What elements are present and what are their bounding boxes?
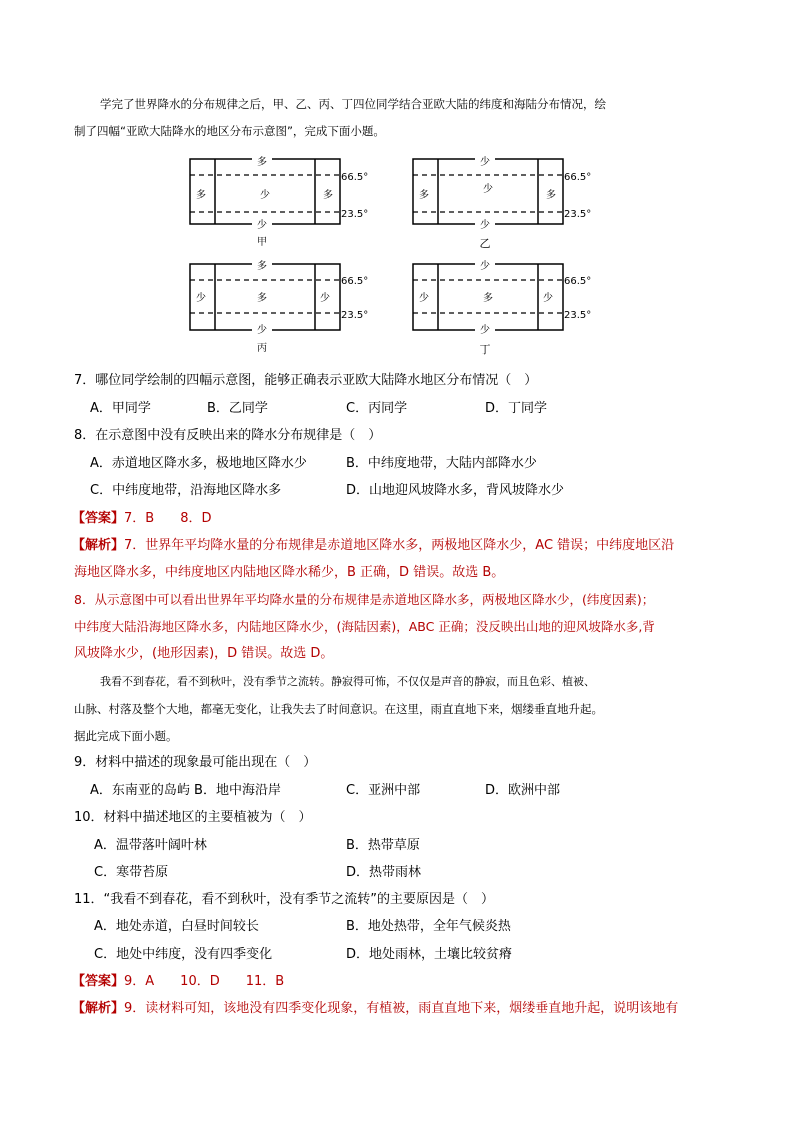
answer-block-1 xyxy=(72,510,212,528)
q7-option-a: A．甲同学 xyxy=(90,401,151,416)
answer-tag: 【答案】 xyxy=(72,511,125,526)
q10-stem: 10．材料中描述地区的主要植被为（ ） xyxy=(74,810,312,825)
lat-low-label: 23.5° xyxy=(564,209,592,220)
q11-option-a: A．地处赤道，白昼时间较长 xyxy=(94,919,259,934)
diagram-bing xyxy=(180,256,380,362)
diagram-yi xyxy=(403,155,603,259)
diagram-top-label: 少 xyxy=(480,261,490,272)
q8-option-a: A．赤道地区降水多，极地地区降水少 xyxy=(90,456,307,471)
lat-high-label: 66.5° xyxy=(564,172,592,183)
analysis-1-line-4: 中纬度大陆沿海地区降水多，内陆地区降水少，(海陆因素)，ABC 正确；没反映出山地的迎风坡降水多,背 xyxy=(74,619,655,634)
diagram-center-label: 少 xyxy=(483,184,493,195)
diagram-right-label: 少 xyxy=(543,293,553,304)
q8-option-c: C．中纬度地带，沿海地区降水多 xyxy=(90,483,282,498)
diagram-center-label: 多 xyxy=(483,293,493,304)
diagram-bottom-label: 少 xyxy=(480,325,490,336)
q7-stem: 7．哪位同学绘制的四幅示意图，能够正确表示亚欧大陆降水地区分布情况（ ） xyxy=(74,373,538,388)
analysis-text: 9．读材料可知，该地没有四季变化现象，有植被，雨直直地下来，烟缕垂直地升起，说明该地有 xyxy=(124,1001,679,1016)
diagram-bottom-label: 少 xyxy=(257,325,267,336)
diagram-top-label: 多 xyxy=(257,261,267,272)
q7-option-c: C．丙同学 xyxy=(346,401,408,416)
diagram-left-label: 多 xyxy=(419,190,429,201)
q9-option-d: D．欧洲中部 xyxy=(485,783,561,798)
diagram-caption: 丙 xyxy=(257,343,267,354)
diagram-top-label: 少 xyxy=(480,157,490,168)
q10-option-d: D．热带雨林 xyxy=(346,865,422,880)
q10-option-c: C．寒带苔原 xyxy=(94,865,169,880)
analysis-1-line-1 xyxy=(72,537,674,555)
diagram-right-label: 多 xyxy=(323,190,333,201)
diagram-left-label: 少 xyxy=(419,293,429,304)
answer-text: 7．B 8．D xyxy=(124,511,212,526)
lat-low-label: 23.5° xyxy=(564,310,592,321)
q8-option-b: B．中纬度地带，大陆内部降水少 xyxy=(346,456,537,471)
diagram-left-label: 多 xyxy=(196,190,206,201)
diagram-bottom-label: 少 xyxy=(257,220,267,231)
intro-line-2: 制了四幅“亚欧大陆降水的地区分布示意图”，完成下面小题。 xyxy=(74,124,385,138)
diagram-center-label: 少 xyxy=(260,190,270,201)
q10-option-a: A．温带落叶阔叶林 xyxy=(94,838,207,853)
analysis-1-line-5: 风坡降水少，(地形因素)，D 错误。故选 D。 xyxy=(74,646,334,661)
q7-option-d: D．丁同学 xyxy=(485,401,548,416)
q9-option-c: C．亚洲中部 xyxy=(346,783,421,798)
analysis-tag: 【解析】 xyxy=(72,538,125,553)
intro2-line-1: 我看不到春花，看不到秋叶，没有季节之流转。静寂得可怖，不仅仅是声音的静寂，而且色彩、植被、 xyxy=(100,675,595,688)
q11-option-d: D．地处雨林，土壤比较贫瘠 xyxy=(346,947,513,962)
lat-low-label: 23.5° xyxy=(341,310,369,321)
analysis-tag: 【解析】 xyxy=(72,1001,125,1016)
q7-option-b: B．乙同学 xyxy=(207,401,268,416)
q11-stem: 11．“我看不到春花，看不到秋叶，没有季节之流转”的主要原因是（ ） xyxy=(74,892,495,907)
diagram-right-label: 多 xyxy=(546,190,556,201)
analysis-1-line-2: 海地区降水多，中纬度地区内陆地区降水稀少，B 正确，D 错误。故选 B。 xyxy=(74,565,505,580)
diagram-caption: 丁 xyxy=(479,343,491,356)
intro2-line-3: 据此完成下面小题。 xyxy=(74,729,178,743)
analysis-text: 7．世界年平均降水量的分布规律是赤道地区降水多，两极地区降水少，AC 错误；中纬度地区沿 xyxy=(124,538,675,553)
lat-high-label: 66.5° xyxy=(341,276,369,287)
analysis-1-line-3: 8．从示意图中可以看出世界年平均降水量的分布规律是赤道地区降水多，两极地区降水少，(纬度因素)； xyxy=(74,592,655,607)
diagram-jia xyxy=(180,155,380,259)
q9-stem: 9．材料中描述的现象最可能出现在（ ） xyxy=(74,755,317,770)
lat-high-label: 66.5° xyxy=(341,172,369,183)
q9-option-ab: A．东南亚的岛屿 B．地中海沿岸 xyxy=(90,783,281,798)
diagram-caption: 乙 xyxy=(479,237,491,250)
lat-high-label: 66.5° xyxy=(564,276,592,287)
diagram-right-label: 少 xyxy=(320,293,330,304)
diagram-caption: 甲 xyxy=(257,237,267,248)
q10-option-b: B．热带草原 xyxy=(346,838,420,853)
diagram-center-label: 多 xyxy=(257,293,267,304)
intro-line-1: 学完了世界降水的分布规律之后，甲、乙、丙、丁四位同学结合亚欧大陆的纬度和海陆分布情况，绘 xyxy=(100,97,606,111)
diagram-bottom-label: 少 xyxy=(480,220,490,231)
q11-option-b: B．地处热带，全年气候炎热 xyxy=(346,919,511,934)
diagram-top-label: 多 xyxy=(257,157,267,168)
q8-option-d: D．山地迎风坡降水多，背风坡降水少 xyxy=(346,483,565,498)
analysis-2-line-1 xyxy=(72,1000,678,1018)
diagram-ding xyxy=(403,256,603,362)
intro2-line-2: 山脉、村落及整个大地，都毫无变化，让我失去了时间意识。在这里，雨直直地下来，烟缕垂直地升起。 xyxy=(74,702,603,716)
answer-block-2 xyxy=(72,973,284,991)
q8-stem: 8．在示意图中没有反映出来的降水分布规律是（ ） xyxy=(74,428,382,443)
answer-tag: 【答案】 xyxy=(72,974,125,989)
diagram-left-label: 少 xyxy=(196,293,206,304)
answer-text: 9．A 10．D 11．B xyxy=(124,974,285,989)
lat-low-label: 23.5° xyxy=(341,209,369,220)
q11-option-c: C．地处中纬度，没有四季变化 xyxy=(94,947,273,962)
